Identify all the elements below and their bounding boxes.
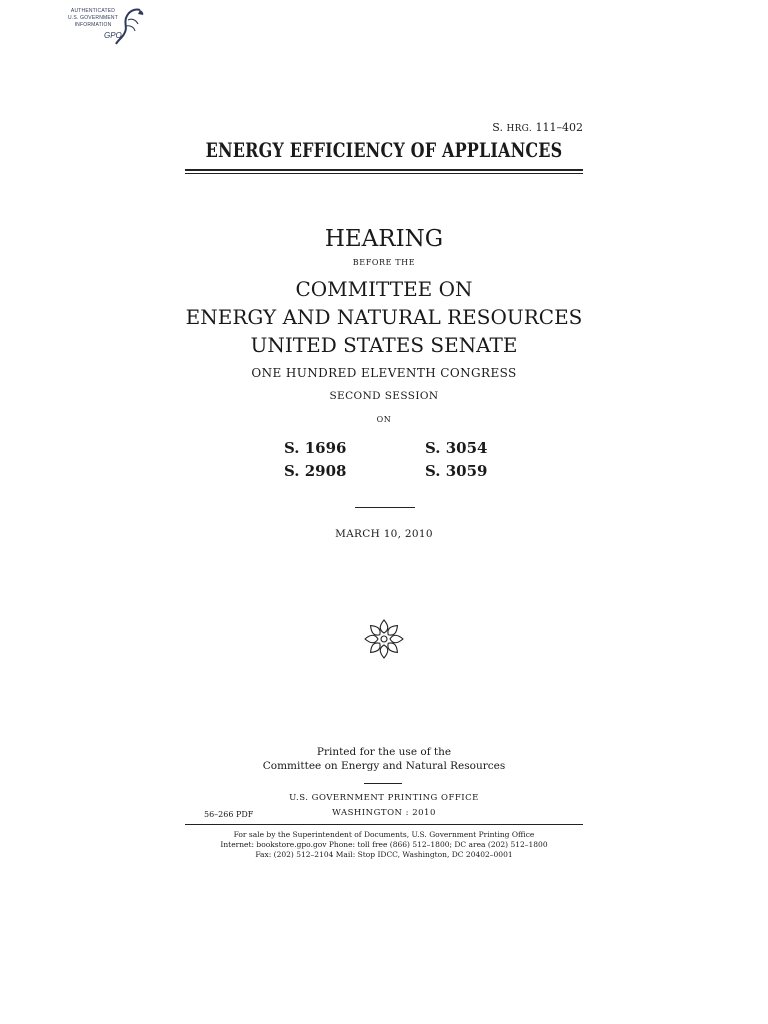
before-the: BEFORE THE xyxy=(352,258,416,267)
sale-line-3: Fax: (202) 512–2104 Mail: Stop IDCC, Washington, DC 20402–0001 xyxy=(255,850,513,859)
pdf-code: 56–266 PDF xyxy=(204,810,254,819)
divider xyxy=(364,783,402,784)
seal-line: INFORMATION xyxy=(74,22,112,28)
hearing-number xyxy=(492,121,583,134)
seal-line: AUTHENTICATED xyxy=(70,8,116,14)
printing-office: U.S. GOVERNMENT PRINTING OFFICE xyxy=(289,793,479,803)
seal-line: U.S. GOVERNMENT xyxy=(68,15,118,21)
seal-mark: GPO xyxy=(104,31,122,40)
bill-number: S. 3054 xyxy=(425,439,488,457)
committee-line-3: UNITED STATES SENATE xyxy=(250,333,518,357)
title-rule-thin xyxy=(185,173,583,174)
footer-rule xyxy=(185,824,583,825)
sale-line-1: For sale by the Superintendent of Documents, U.S. Government Printing Office xyxy=(233,830,535,839)
committee-line-1: COMMITTEE ON xyxy=(295,277,473,301)
document-title: ENERGY EFFICIENCY OF APPLIANCES xyxy=(205,138,563,162)
hearing-date: MARCH 10, 2010 xyxy=(335,528,433,540)
eagle-icon xyxy=(114,6,146,48)
printed-for xyxy=(0,745,768,773)
printed-line-2: Committee on Energy and Natural Resources xyxy=(262,760,506,772)
congress: ONE HUNDRED ELEVENTH CONGRESS xyxy=(251,366,517,380)
printed-line-1: Printed for the use of the xyxy=(316,746,452,758)
gpo-seal xyxy=(58,4,148,48)
hrg-prefix: S. xyxy=(492,121,507,134)
sale-line-2: Internet: bookstore.gpo.gov Phone: toll free (866) 512–1800; DC area (202) 512–1800 xyxy=(220,840,548,849)
session: SECOND SESSION xyxy=(329,390,439,402)
committee-line-2: ENERGY AND NATURAL RESOURCES xyxy=(185,305,583,329)
hrg-number: 111–402 xyxy=(532,121,583,134)
hearing-heading: HEARING xyxy=(324,226,444,252)
bill-number: S. 3059 xyxy=(425,462,488,480)
divider xyxy=(355,507,415,508)
ornament-icon xyxy=(363,618,405,664)
hrg-label: HRG. xyxy=(506,124,532,134)
on-label: ON xyxy=(376,415,392,424)
bill-number: S. 2908 xyxy=(284,462,347,480)
title-rule-thick xyxy=(185,169,583,171)
bill-number: S. 1696 xyxy=(284,439,347,457)
sale-info xyxy=(0,830,768,860)
washington-year: WASHINGTON : 2010 xyxy=(332,808,436,818)
